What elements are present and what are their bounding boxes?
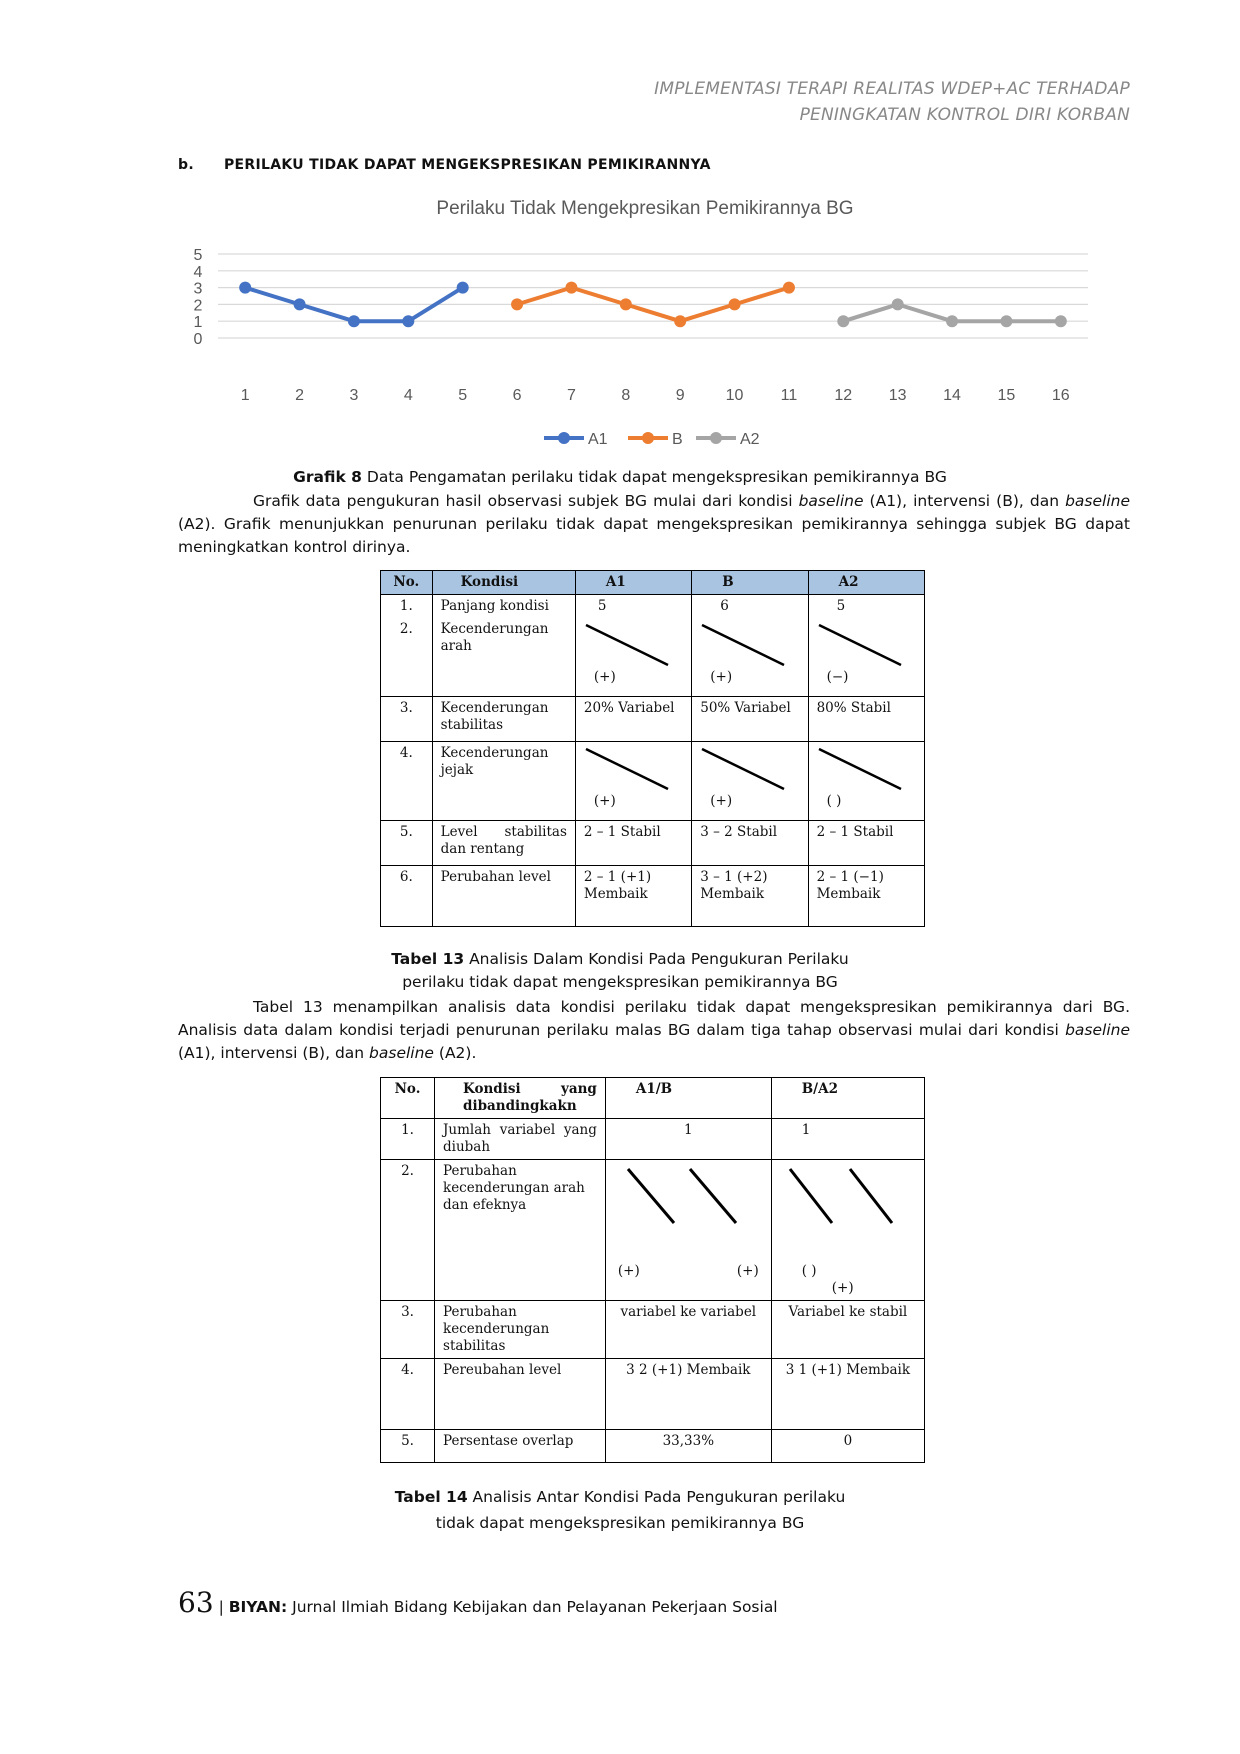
table-row [381, 1301, 925, 1359]
para1-text-1: Grafik data pengukuran hasil observasi subjek BG mulai dari kondisi [253, 492, 799, 510]
table14-cell-a1b: 3 2 (+1) Membaik [605, 1359, 771, 1430]
table13-cell-a2 [808, 742, 924, 821]
table13-cell-b: 3 – 2 Stabil [692, 821, 808, 866]
y-tick-label: 3 [193, 280, 203, 298]
table14-caption [0, 1486, 1240, 1535]
data-point-a2 [1000, 315, 1012, 327]
downward-trend-line-icon [700, 621, 788, 669]
table13-cell-label: Kecenderungan arah [432, 618, 575, 697]
table13-header-kondisi: Kondisi [432, 571, 575, 595]
table14-sign-right: (+) [831, 1280, 854, 1296]
table14-sign-right: (+) [736, 1263, 759, 1279]
x-tick-label: 10 [725, 387, 744, 404]
downward-trend-line-icon [817, 621, 905, 669]
data-point-a2 [892, 298, 904, 310]
data-point-b [620, 298, 632, 310]
x-tick-label: 8 [621, 387, 631, 404]
running-head-line-1: IMPLEMENTASI TERAPI REALITAS WDEP+AC TERHADAP [654, 79, 1130, 99]
table13-cell-a1: 2 – 1 (+1) Membaik [575, 866, 691, 927]
table14-cell-no: 1. [381, 1119, 435, 1160]
y-tick-label: 2 [193, 297, 203, 315]
table14-cell-ba2: 0 [771, 1430, 924, 1463]
table14-cell-no: 5. [381, 1430, 435, 1463]
table13-cell-no: 6. [381, 866, 433, 927]
table13-cell-label: Perubahan level [432, 866, 575, 927]
chart-caption [0, 466, 1240, 489]
trend-change-lines-icon [614, 1163, 754, 1233]
x-tick-label: 16 [1051, 387, 1070, 404]
data-point-a1 [294, 298, 306, 310]
table13-cell-a1: 5 [575, 595, 691, 619]
table13-cell-no: 4. [381, 742, 433, 821]
line-chart [178, 186, 1108, 456]
para1-italic-2: baseline [1065, 492, 1131, 510]
data-point-b [729, 298, 741, 310]
table13-cell-a2 [808, 618, 924, 697]
downward-trend-line-icon [584, 745, 672, 793]
footer-separator: | [213, 1598, 229, 1616]
para2-italic-1: baseline [1065, 1021, 1130, 1039]
table14-cell-a1b: 1 [605, 1119, 771, 1160]
table-14 [380, 1077, 925, 1463]
legend-swatch-marker [558, 432, 570, 444]
data-point-b [783, 282, 795, 294]
legend-swatch-marker [710, 432, 722, 444]
data-point-a2 [1055, 315, 1067, 327]
page-footer [178, 1586, 778, 1619]
table13-header-no: No. [381, 571, 433, 595]
table14-cell-no: 2. [381, 1160, 435, 1301]
table13-trace-sign: ( ) [826, 793, 842, 809]
data-point-b [674, 315, 686, 327]
data-point-a2 [946, 315, 958, 327]
table13-cell-a1 [575, 618, 691, 697]
section-title: PERILAKU TIDAK DAPAT MENGEKSPRESIKAN PEMIKIRANNYA [224, 157, 711, 173]
x-tick-label: 15 [997, 387, 1016, 404]
x-tick-label: 14 [943, 387, 961, 404]
table13-cell-label: Kecenderungan jejak [432, 742, 575, 821]
table13-cell-b: 50% Variabel [692, 697, 808, 742]
para2-text-2: (A1), intervensi (B), dan [178, 1044, 370, 1062]
data-point-b [511, 298, 523, 310]
running-head-line-2: PENINGKATAN KONTROL DIRI KORBAN [799, 105, 1130, 125]
y-tick-label: 1 [193, 314, 203, 332]
table13-cell-b [692, 742, 808, 821]
legend-swatch-marker [642, 432, 654, 444]
table13-cell-no: 2. [381, 618, 433, 697]
para2-text-1: Tabel 13 menampilkan analisis data kondisi perilaku tidak dapat mengekspresikan pemikirannya dari BG. Analisis data dalam kondisi terjadi penurunan perilaku malas BG dalam tiga tahap observasi mulai dari kondisi [178, 998, 1130, 1039]
table14-cell-label: Perubahan kecenderungan stabilitas [435, 1301, 606, 1359]
downward-trend-line-icon [584, 621, 672, 669]
para1-italic-1: baseline [798, 492, 864, 510]
paragraph-2 [178, 996, 1130, 1065]
table13-header-row [381, 571, 925, 595]
chart-caption-text: Data Pengamatan perilaku tidak dapat mengekspresikan pemikirannya BG [361, 468, 947, 486]
table13-header-b: B [692, 571, 808, 595]
table14-cell-label: Perubahan kecenderungan arah dan efeknya [435, 1160, 606, 1301]
table13-cell-no: 1. [381, 595, 433, 619]
table-row [381, 1119, 925, 1160]
x-tick-label: 1 [240, 387, 250, 404]
table13-cell-b [692, 618, 808, 697]
paragraph-1 [178, 490, 1130, 559]
table13-caption-label: Tabel 13 [391, 950, 465, 968]
table13-cell-a1: 20% Variabel [575, 697, 691, 742]
table-row [381, 821, 925, 866]
table14-header-no: No. [381, 1078, 435, 1119]
x-tick-label: 9 [675, 387, 685, 404]
x-tick-label: 13 [888, 387, 907, 404]
table13-trend-sign: (−) [826, 669, 849, 685]
table-13 [380, 570, 925, 927]
table13-cell-no: 3. [381, 697, 433, 742]
table14-cell-ba2: 1 [771, 1119, 924, 1160]
table13-header-a1: A1 [575, 571, 691, 595]
table13-cell-b: 3 – 1 (+2) Membaik [692, 866, 808, 927]
journal-name: Jurnal Ilmiah Bidang Kebijakan dan Pelayanan Pekerjaan Sosial [287, 1598, 778, 1616]
table13-cell-a2: 5 [808, 595, 924, 619]
table-row [381, 697, 925, 742]
table-row [381, 866, 925, 927]
y-tick-label: 4 [193, 263, 203, 281]
table-row [381, 742, 925, 821]
table13-cell-a2: 2 – 1 Stabil [808, 821, 924, 866]
legend-label: A2 [740, 431, 760, 448]
para2-italic-2: baseline [369, 1044, 434, 1062]
table14-sign-left: (+) [617, 1263, 640, 1279]
table13-trend-sign: (+) [710, 669, 733, 685]
table14-cell-ba2: 3 1 (+1) Membaik [771, 1359, 924, 1430]
table14-header-a1b: A1/B [605, 1078, 771, 1119]
y-tick-label: 0 [193, 331, 203, 348]
para2-text-3: (A2). [433, 1044, 477, 1062]
x-tick-label: 11 [780, 387, 798, 404]
downward-trend-line-icon [700, 745, 788, 793]
table13-trace-sign: (+) [710, 793, 733, 809]
table-row [381, 1430, 925, 1463]
table14-cell-label: Jumlah variabel yang diubah [435, 1119, 606, 1160]
table14-header-kondisi: Kondisi yang dibandingkakn [435, 1078, 606, 1119]
table13-cell-label: Panjang kondisi [432, 595, 575, 619]
x-tick-label: 5 [458, 387, 468, 404]
table14-caption-line-1: Analisis Antar Kondisi Pada Pengukuran perilaku [467, 1488, 846, 1506]
table13-cell-label: Kecenderungan stabilitas [432, 697, 575, 742]
table14-cell-label: Persentase overlap [435, 1430, 606, 1463]
legend-label: B [672, 431, 683, 448]
chart-caption-label: Grafik 8 [293, 468, 362, 486]
table13-trend-sign: (+) [593, 669, 616, 685]
table14-cell-ba2: Variabel ke stabil [771, 1301, 924, 1359]
table13-cell-a2: 2 – 1 (−1) Membaik [808, 866, 924, 927]
running-head [654, 76, 1130, 128]
table14-cell-no: 4. [381, 1359, 435, 1430]
trend-change-lines-icon [780, 1163, 904, 1233]
table13-header-a2: A2 [808, 571, 924, 595]
table13-cell-b: 6 [692, 595, 808, 619]
table13-cell-a1 [575, 742, 691, 821]
table13-caption-line-1: Analisis Dalam Kondisi Pada Pengukuran Perilaku [464, 950, 849, 968]
table14-cell-a1b [605, 1160, 771, 1301]
table13-cell-label: Level stabilitas dan rentang [432, 821, 575, 866]
table13-caption-line-2: perilaku tidak dapat mengekspresikan pemikirannya BG [402, 973, 838, 991]
data-point-a1 [348, 315, 360, 327]
table14-header-row [381, 1078, 925, 1119]
table14-cell-no: 3. [381, 1301, 435, 1359]
table13-caption [0, 948, 1240, 994]
data-point-b [565, 282, 577, 294]
section-letter: b. [178, 157, 194, 173]
table14-caption-label: Tabel 14 [394, 1488, 468, 1506]
table-row [381, 595, 925, 619]
table13-cell-a2: 80% Stabil [808, 697, 924, 742]
x-tick-label: 7 [566, 387, 576, 404]
downward-trend-line-icon [817, 745, 905, 793]
y-tick-label: 5 [193, 247, 203, 264]
table14-cell-ba2 [771, 1160, 924, 1301]
table-row [381, 618, 925, 697]
x-tick-label: 6 [512, 387, 522, 404]
table13-trace-sign: (+) [593, 793, 616, 809]
data-point-a1 [402, 315, 414, 327]
data-point-a2 [837, 315, 849, 327]
legend-label: A1 [588, 431, 608, 448]
x-tick-label: 4 [403, 387, 413, 404]
x-tick-label: 2 [295, 387, 305, 404]
para1-text-3: (A2). Grafik menunjukkan penurunan perilaku tidak dapat mengekspresikan pemikirannya sehingga subjek BG dapat meningkatkan kontrol dirinya. [178, 515, 1130, 556]
table14-cell-a1b: variabel ke variabel [605, 1301, 771, 1359]
table14-cell-a1b: 33,33% [605, 1430, 771, 1463]
table13-cell-no: 5. [381, 821, 433, 866]
data-point-a1 [457, 282, 469, 294]
table14-sign-left: ( ) [801, 1263, 817, 1279]
table14-cell-label: Pereubahan level [435, 1359, 606, 1430]
table-row [381, 1160, 925, 1301]
data-point-a1 [239, 282, 251, 294]
table-row [381, 1359, 925, 1430]
chart-title: Perilaku Tidak Mengekpresikan Pemikirannya BG [436, 198, 854, 219]
journal-name-bold: BIYAN: [228, 1598, 288, 1616]
table14-caption-line-2: tidak dapat mengekspresikan pemikirannya BG [435, 1514, 805, 1532]
page-number: 63 [178, 1586, 214, 1619]
x-tick-label: 12 [834, 387, 853, 404]
table13-cell-a1: 2 – 1 Stabil [575, 821, 691, 866]
para1-text-2: (A1), intervensi (B), dan [863, 492, 1066, 510]
section-heading [178, 157, 711, 173]
table14-header-ba2: B/A2 [771, 1078, 924, 1119]
x-tick-label: 3 [349, 387, 359, 404]
